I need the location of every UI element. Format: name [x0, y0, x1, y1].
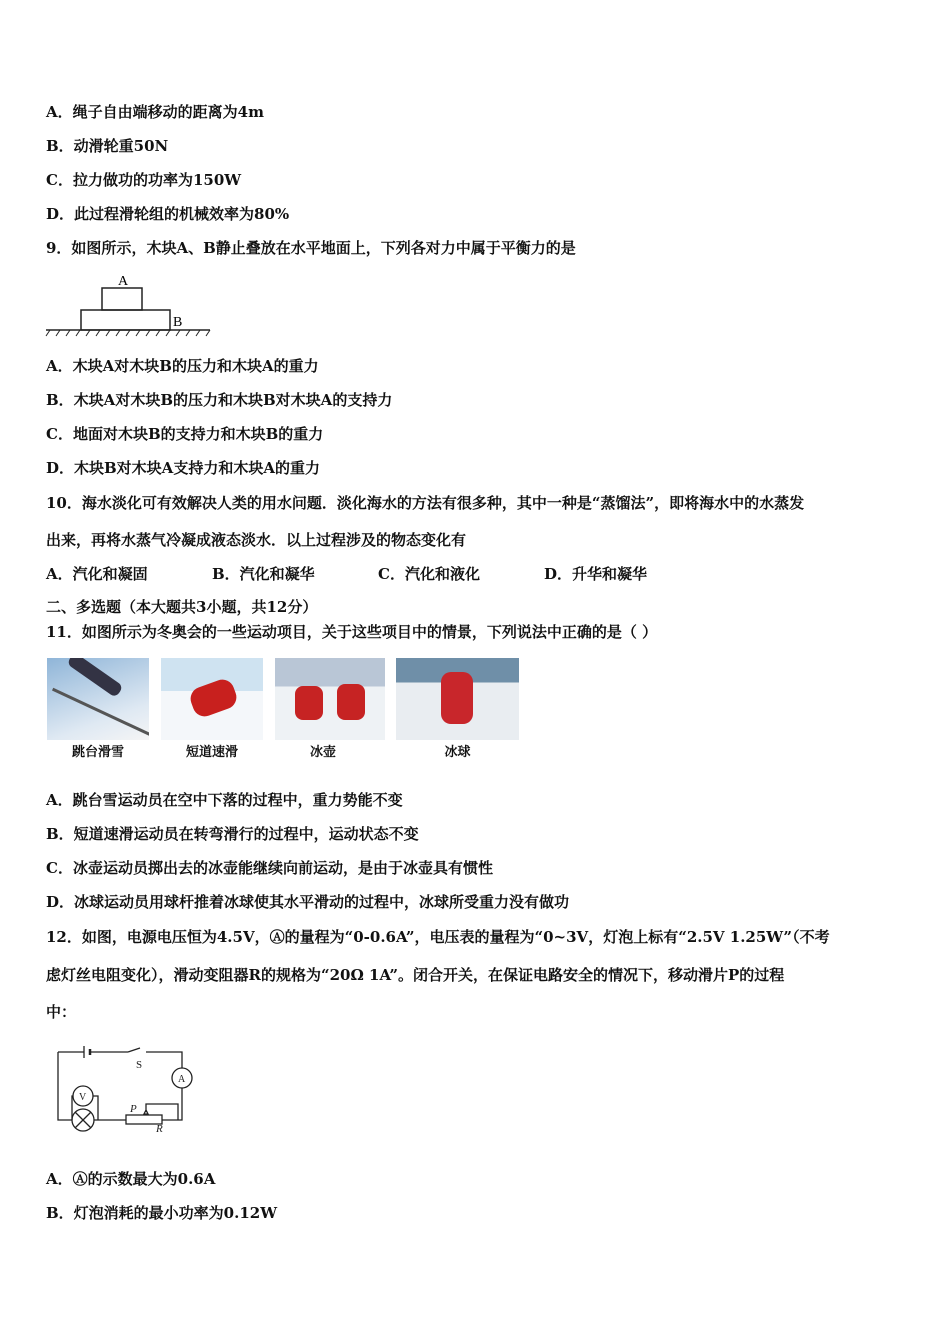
q11-option-a: A．跳台雪运动员在空中下落的过程中，重力势能不变 — [46, 791, 403, 809]
rheostat-label: R — [156, 1123, 163, 1135]
q11-option-c: C．冰壶运动员掷出去的冰壶能继续向前运动，是由于冰壶具有惯性 — [46, 859, 493, 877]
q11-stem: 11．如图所示为冬奥会的一些运动项目，关于这些项目中的情景，下列说法中正确的是（ ） — [46, 623, 658, 641]
caption-ski-jump: 跳台滑雪 — [71, 745, 124, 760]
q12-stem-line1: 12．如图，电源电压恒为4.5V，Ⓐ的量程为“0-0.6A”，电压表的量程为“0~3V，灯泡上标有“2.5V 1.25W”（不考 — [46, 928, 830, 946]
slider-label: P — [130, 1103, 137, 1115]
caption-short-track: 短道速滑 — [185, 745, 238, 760]
photo-ski-jump — [47, 658, 149, 740]
q9-option-c: C．地面对木块B的支持力和木块B的重力 — [46, 425, 324, 443]
photo-ice-hockey — [396, 658, 519, 740]
photo-curling — [275, 658, 385, 740]
q9-blocks-figure — [44, 268, 214, 340]
ammeter-label: A — [178, 1074, 186, 1085]
q9-option-b: B．木块A对木块B的压力和木块B对木块A的支持力 — [46, 391, 393, 409]
q10-option-a: A．汽化和凝固 — [46, 565, 148, 583]
q10-options — [46, 564, 710, 584]
switch-label: S — [136, 1059, 143, 1071]
q9-stem: 9．如图所示，木块A、B静止叠放在水平地面上，下列各对力中属于平衡力的是 — [46, 239, 576, 257]
block-a-label: A — [118, 274, 129, 289]
q9-option-a: A．木块A对木块B的压力和木块A的重力 — [46, 357, 319, 375]
photo-short-track — [161, 658, 263, 740]
q11-option-b: B．短道速滑运动员在转弯滑行的过程中，运动状态不变 — [46, 825, 419, 843]
q10-option-b: B．汽化和凝华 — [212, 565, 315, 583]
q12-stem-line2: 虑灯丝电阻变化），滑动变阻器R的规格为“20Ω 1A”。闭合开关，在保证电路安全的情况下，移动滑片P的过程 — [46, 966, 785, 984]
q8-option-a: A．绳子自由端移动的距离为4m — [46, 103, 264, 121]
q10-option-c: C．汽化和液化 — [378, 565, 480, 583]
q12-circuit-diagram — [50, 1040, 200, 1135]
q10-option-d: D．升华和凝华 — [544, 565, 648, 583]
q12-stem-line3: 中： — [46, 1003, 77, 1021]
block-b-label: B — [173, 315, 183, 330]
q10-stem-line1: 10．海水淡化可有效解决人类的用水问题．淡化海水的方法有很多种，其中一种是“蒸馏法”，即将海水中的水蒸发 — [46, 494, 805, 512]
q8-option-d: D．此过程滑轮组的机械效率为80% — [46, 205, 290, 223]
q8-option-c: C．拉力做功的功率为150W — [46, 171, 242, 189]
q10-stem-line2: 出来，再将水蒸气冷凝成液态淡水．以上过程涉及的物态变化有 — [46, 531, 467, 549]
voltmeter-label: V — [79, 1092, 87, 1103]
q9-option-d: D．木块B对木块A支持力和木块A的重力 — [46, 459, 320, 477]
caption-curling: 冰壶 — [309, 745, 336, 760]
q11-option-d: D．冰球运动员用球杆推着冰球使其水平滑动的过程中，冰球所受重力没有做功 — [46, 893, 570, 911]
section-heading: 二、多选题（本大题共3小题，共12分） — [46, 598, 318, 616]
caption-ice-hockey: 冰球 — [444, 745, 471, 760]
q8-option-b: B．动滑轮重50N — [46, 137, 169, 155]
q12-option-b: B．灯泡消耗的最小功率为0.12W — [46, 1204, 278, 1222]
q12-option-a: A．Ⓐ的示数最大为0.6A — [46, 1170, 216, 1188]
